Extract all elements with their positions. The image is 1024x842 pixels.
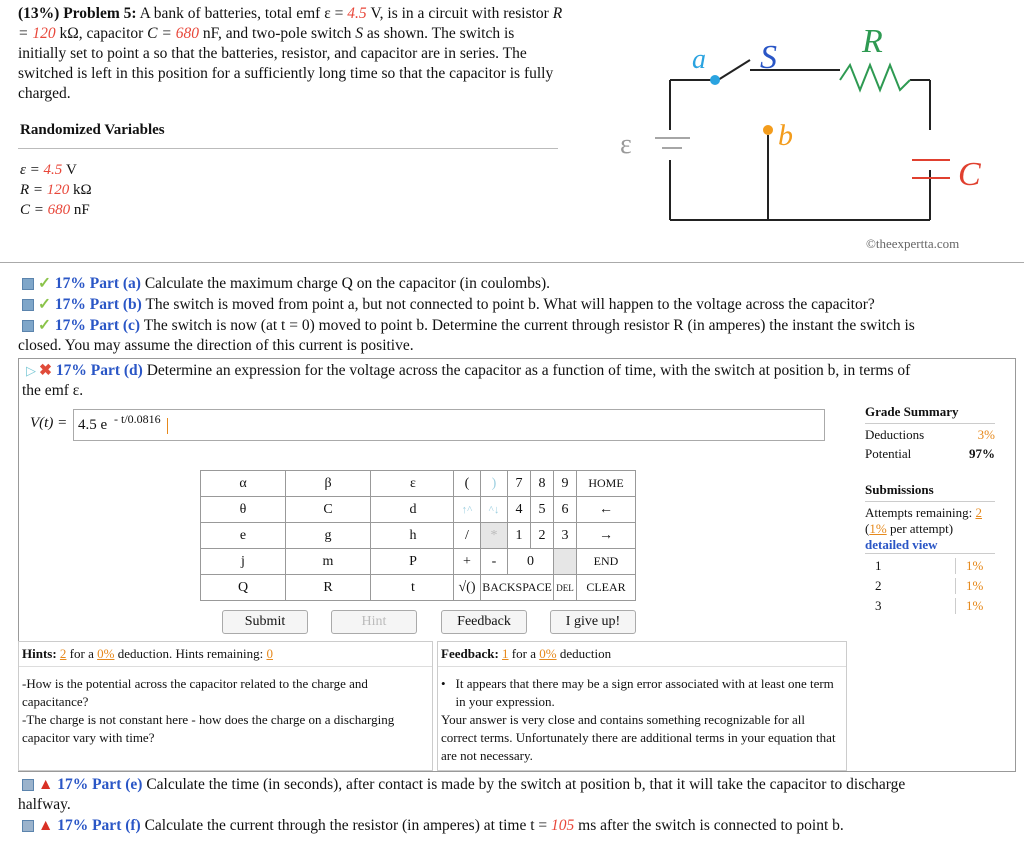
key-8[interactable]: 8 [531,471,554,497]
per-attempt-value: 1% [869,521,887,536]
s-sym: S [355,25,364,42]
key[interactable]: θ [201,497,286,523]
problem-percent: (13%) [18,5,60,22]
key-down[interactable]: ^↓ [481,497,508,523]
expand-icon[interactable] [22,820,34,832]
grade-summary: Grade Summary Deductions 3% Potential 97% Submissions Attempts remaining: 2 (1% per attempt) detailed view 1 1% 2 1% 3 1% [865,404,995,613]
resistor-symbol [840,65,910,90]
deductions-label: Deductions [865,427,925,442]
hints-count: 2 [59,646,67,661]
key-7[interactable]: 7 [508,471,531,497]
key[interactable]: P [371,549,456,575]
randomized-vars [20,160,92,220]
key-4[interactable]: 4 [508,497,531,523]
part-b-pct[interactable]: 17% Part (b) [54,296,142,313]
label-r: R [862,23,883,60]
randomized-heading: Randomized Variables [20,122,165,138]
answer-input[interactable] [73,409,825,441]
part-e-pct[interactable]: 17% Part (e) [57,776,143,793]
key[interactable]: ε [371,471,456,497]
warning-icon: ▲ [38,817,54,834]
terminal-a-dot [710,75,720,85]
x-icon: ✖ [39,362,52,379]
problem-text-a: A bank of batteries, total emf ε = [139,5,348,22]
submission-row-pct: 1% [955,578,983,594]
part-b-text: The switch is moved from point a, but not connected to point b. What will happen to the voltage across the capacitor? [145,296,875,313]
hint-item: -The charge is not constant here - how does the charge on a discharging capacitor vary with time? [22,712,395,745]
problem-statement [18,4,563,104]
expand-icon[interactable] [22,779,34,791]
detailed-view-link[interactable]: detailed view [865,537,995,554]
divider [0,262,1024,263]
hints-pct: 0% [97,646,115,661]
key[interactable]: d [371,497,456,523]
part-d-text: Determine an expression for the voltage across the capacitor as a function of time, with the switch at position b, in terms of [146,362,911,379]
key-up[interactable]: ↑^ [454,497,481,523]
hints-header: Hints: 2 for a 0% deduction. Hints remaining: 0 [19,642,432,667]
part-e[interactable] [18,775,1008,815]
attempts-label: Attempts remaining: [865,505,976,520]
terminal-b-dot [763,125,773,135]
part-f[interactable] [18,816,1008,836]
key[interactable]: Q [201,575,286,601]
key-3[interactable]: 3 [554,523,577,549]
problem-text-c: kΩ, capacitor [55,25,148,42]
answer-exponent: - t/0.0816 [114,412,161,426]
submissions-title: Submissions [865,482,995,502]
var-c: C = 680 nF [20,202,90,218]
check-icon: ✓ [38,296,51,313]
key-close-paren[interactable]: ) [481,471,508,497]
key[interactable]: β [286,471,371,497]
problem-heading: Problem 5: [63,5,137,22]
expand-icon[interactable] [22,299,34,311]
key-5[interactable]: 5 [531,497,554,523]
feedback-count: 1 [502,646,509,661]
attempts-value: 2 [975,505,982,520]
c-eq: C = [147,25,176,42]
key-clear[interactable]: CLEAR [577,575,636,601]
answer-label: V(t) = [30,415,68,431]
key-9[interactable]: 9 [554,471,577,497]
feedback-header: Feedback: 1 for a 0% deduction [438,642,846,667]
answer-base: 4.5 e [78,417,108,433]
r-value: 120 [32,25,56,42]
key-fwd-arrow[interactable]: → [577,523,636,549]
problem-text-d: nF, and two-pole switch [198,25,356,42]
emf-value: 4.5 [347,5,367,22]
label-a: a [692,44,706,75]
part-a-pct[interactable]: 17% Part (a) [54,275,141,292]
key-2[interactable]: 2 [531,523,554,549]
key-divide[interactable]: / [454,523,481,549]
part-c-text: The switch is now (at t = 0) moved to point b. Determine the current through resistor R (in amperes) the instant the switch is [143,317,915,334]
label-s: S [760,39,777,76]
label-b: b [778,119,793,152]
key[interactable]: R [286,575,371,601]
check-icon: ✓ [38,275,51,292]
key[interactable]: C [286,497,371,523]
part-b[interactable] [18,295,1008,315]
feedback-panel: Feedback: 1 for a 0% deduction • It appears that there may be a sign error associated with at least one term in your expression. Your answer is very close and contains something recognizable for all correct terms. Unfortunately there are additional terms in your equation that are not necessary. [437,641,847,771]
expand-icon[interactable] [22,278,34,290]
deductions-value: 3% [977,427,995,442]
number-keypad [453,470,636,601]
submission-row-num: 2 [875,578,882,593]
key-backspace[interactable]: BACKSPACE [481,575,554,601]
key-del[interactable]: DEL [554,575,577,601]
part-f-text3: ms after the switch is connected to point b. [574,817,844,834]
feedback-bullet: It appears that there may be a sign error associated with at least one term in your expression. [455,676,834,709]
key-0[interactable]: 0 [508,549,554,575]
hints-panel [18,641,433,771]
potential-label: Potential [865,446,912,461]
r-eq: R = [18,5,563,42]
divider [18,148,558,149]
var-r: R = 120 kΩ [20,182,92,198]
key-home[interactable]: HOME [577,471,636,497]
key-6[interactable]: 6 [554,497,577,523]
submission-row-pct: 1% [955,598,983,614]
give-up-button[interactable]: I give up! [550,610,636,634]
cursor [167,418,168,434]
part-c-pct[interactable]: 17% Part (c) [54,317,141,334]
part-f-value: 105 [551,817,575,834]
key[interactable]: α [201,471,286,497]
check-icon: ✓ [38,317,51,334]
part-d-pct[interactable]: 17% Part (d) [55,362,143,379]
feedback-pct: 0% [539,646,557,661]
part-f-text: Calculate the current through the resistor (in amperes) at time t = [144,817,552,834]
key-multiply[interactable]: * [481,523,508,549]
feedback-body: Your answer is very close and contains something recognizable for all correct terms. Unfortunately there are additional terms in your equation that are not necessary. [441,712,836,763]
battery-symbol [655,138,690,148]
var-emf: ε = 4.5 V [20,162,77,178]
label-c: C [958,156,981,193]
feedback-button[interactable]: Feedback [441,610,527,634]
part-e-text: Calculate the time (in seconds), after contact is made by the switch at position b, that it will take the capacitor to discharge [146,776,906,793]
circuit-diagram [600,10,1000,240]
part-c-text2: closed. You may assume the direction of this current is positive. [18,337,414,354]
part-d[interactable] [22,361,1012,401]
submission-row-pct: 1% [955,558,983,574]
part-a-text: Calculate the maximum charge Q on the capacitor (in coulombs). [144,275,551,292]
problem-text-e: as shown. The switch is initially set to point a so that the batteries, resistor, and capacitor are in series. The switched is left in this position for a sufficiently long time so that the capacitor is fully charged. [18,25,554,102]
key-sqrt[interactable]: √() [454,575,481,601]
key[interactable]: j [201,549,286,575]
key-1[interactable]: 1 [508,523,531,549]
key[interactable]: e [201,523,286,549]
part-f-pct[interactable]: 17% Part (f) [57,817,141,834]
key-minus[interactable]: - [481,549,508,575]
hint-button[interactable]: Hint [331,610,417,634]
key[interactable]: t [371,575,456,601]
potential-value: 97% [969,446,995,461]
submit-button[interactable]: Submit [222,610,308,634]
key-open-paren[interactable]: ( [454,471,481,497]
key[interactable]: g [286,523,371,549]
expand-triangle-icon[interactable]: ▷ [26,363,36,378]
key-blank [554,549,577,575]
problem-text-b: V, is in a circuit with resistor [366,5,553,22]
key[interactable]: m [286,549,371,575]
key[interactable]: h [371,523,456,549]
part-e-text2: halfway. [18,796,71,813]
warning-icon: ▲ [38,776,54,793]
label-emf: ε [620,129,632,160]
grade-title: Grade Summary [865,404,995,424]
key-end[interactable]: END [577,549,636,575]
expand-icon[interactable] [22,320,34,332]
hint-item: -How is the potential across the capacitor related to the charge and capacitance? [22,676,368,709]
copyright: ©theexpertta.com [866,236,960,251]
part-c[interactable] [18,316,1008,356]
key-plus[interactable]: + [454,549,481,575]
part-d-text2: the emf ε. [22,382,84,399]
hints-remaining: 0 [266,646,273,661]
c-value: 680 [175,25,199,42]
key-back-arrow[interactable]: ← [577,497,636,523]
variable-keypad [200,470,456,601]
submission-row-num: 1 [875,558,882,573]
submission-row-num: 3 [875,598,882,613]
part-a[interactable] [18,274,1008,294]
